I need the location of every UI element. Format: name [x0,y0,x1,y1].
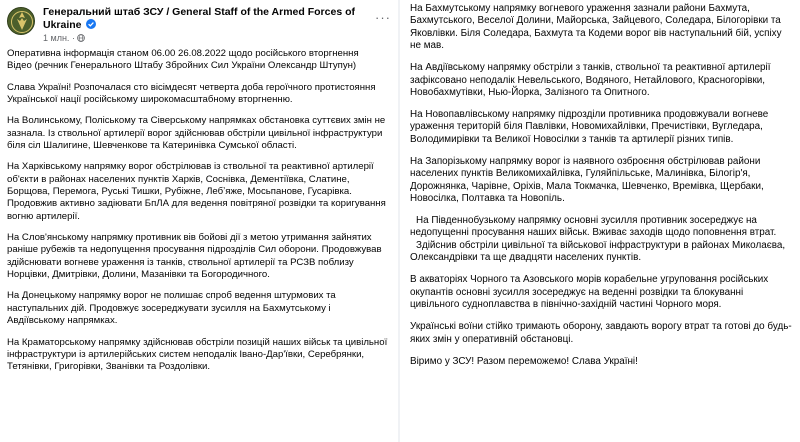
left-screenshot-panel [0,0,398,442]
post-menu-button[interactable]: ··· [375,10,391,25]
kramatorsk-paragraph: На Краматорському напрямку здійснював обстріли позицій наших військ та цивільної інфраструктури із артилерійських систем неподалік Івано-Дар'ївки, Серебрянки, Тетянівки, Григорівки, Званівки та Роздолівки. [7,336,388,373]
greeting-paragraph: Слава Україні! Розпочалася сто вісімдесят четверта доба героїчного протистояння Української нації російському широкомасштабному вторгненню. [7,81,376,106]
post-body-right [410,3,792,378]
avatar[interactable] [7,7,35,35]
video-text: Відео (речник Генерального Штабу Збройних Сил України Олександр Штупун) [7,60,357,72]
donetsk-paragraph: На Донецькому напрямку ворог не полишає спроб ведення штурмових та наступальних дій. Продовжує зосереджувати зусилля на Бахмутському і Авдіївському напрямках. [7,290,336,327]
closing-paragraph: Віримо у ЗСУ! Разом переможемо! Слава Україні! [410,355,638,367]
page-name-text[interactable]: Генеральний штаб ЗСУ / General Staff of the Armed Forces of Ukraine [43,6,355,31]
post-time[interactable]: 1 млн. [43,33,70,43]
mykolaiv-paragraph: Здійснив обстріли цивільної та військової інфраструктури в районах Миколаєва, Олександрівки та ще двадцяти населених пунктів. [410,239,786,264]
intro-text: Оперативна інформація станом 06.00 26.08.2022 щодо російського вторгнення [7,48,359,59]
bakhmut-paragraph: На Бахмутському напрямку вогневого ураження зазнали райони Бахмута, Бахмутського, Веселої Долини, Майорська, Зайцевого, Соледара, Білогорівки та Яковлівки. Біля Соледара, Бахмута та Кодеми ворог вів наступальний бій, успіху не мав. [410,3,782,52]
defense-paragraph: Українські воїни стійко тримають оборону, завдають ворогу втрат та готові до будь-яких змін у оперативній обстановці. [410,321,792,345]
page-name[interactable] [43,6,363,31]
kharkiv-paragraph: На Харківському напрямку ворог обстрілював із ствольної та реактивної артилерії об'єкти в районах населених пунктів Харків, Соснівка, Дементіївка, Слатине, Борщова, Перемога, Руські Тишки, Рубіжне, Лебʼяже, Мосьпанове, Гусарівка. Продовжив активно задіювати БпЛА для ведення повітряної розвідки та коригування вогню артилерії. [7,161,386,222]
verified-badge-icon [86,19,96,29]
seas-paragraph: В акваторіях Чорного та Азовського морів корабельне угруповання російських окупантів основні зусилля зосереджує на веденні розвідки та блокуванні цивільного судноплавства в північно-західній частині Чорного моря. [410,274,769,311]
sloviansk-paragraph: На Слов'янському напрямку противник вів бойові дії з метою утримання зайнятих раніше рубежів та недопущення просування підрозділів Сил оборони. Продовжував здійснювати вогневе ураження із танків, ствольної артилерії та РСЗВ поблизу Норцівки, Дмитрівки, Долини, Мазанівки та Богородичного. [7,232,382,281]
post-meta: 1 млн. · [43,33,85,43]
post-header [7,6,391,43]
general-staff-emblem-icon [8,8,35,35]
pivdennobuzkyi-paragraph: На Південнобузькому напрямку основні зусилля противник зосереджує на недопущенні просування наших військ. Вживає заходів щодо поповнення втрат. [410,215,777,239]
globe-icon [77,34,85,42]
volyn-paragraph: На Волинському, Поліському та Сіверському напрямках обстановка суттєвих змін не зазнала. Із ствольної артилерії ворог здійснював обстріли цивільної інфраструктури біля сіл Шалигине, Шевченкове та Катеринівка Сумської області. [7,115,386,152]
avdiivka-paragraph: На Авдіївському напрямку обстріли з танків, ствольної та реактивної артилерії зафіксовано неподалік Невельського, Водяного, Нетайлового, Красногорівки, Новобахмутівки, Нью-Йорка, Залізного та Опитного. [410,62,771,99]
novopavlivka-paragraph: На Новопавлівському напрямку підрозділи противника продовжували вогневе ураження територій біля Павлівки, Новомихайлівки, Пречистівки, Вугледара, Володимирівки та Великої Новосілки з танків та артилерії різних типів. [410,109,769,145]
zaporizhzhia-paragraph: На Запорізькому напрямку ворог із наявного озброєння обстрілював райони населених пунктів Великомихайлівка, Гуляйпільське, Малинівка, Білогір'я, Дорожнянка, Чарівне, Оріхів, Мала Токмачка, Шевченко, Времівка, Щербаки, Новосілка, Полтавка та Новопіль. [410,155,764,205]
post-body-left [7,48,391,383]
